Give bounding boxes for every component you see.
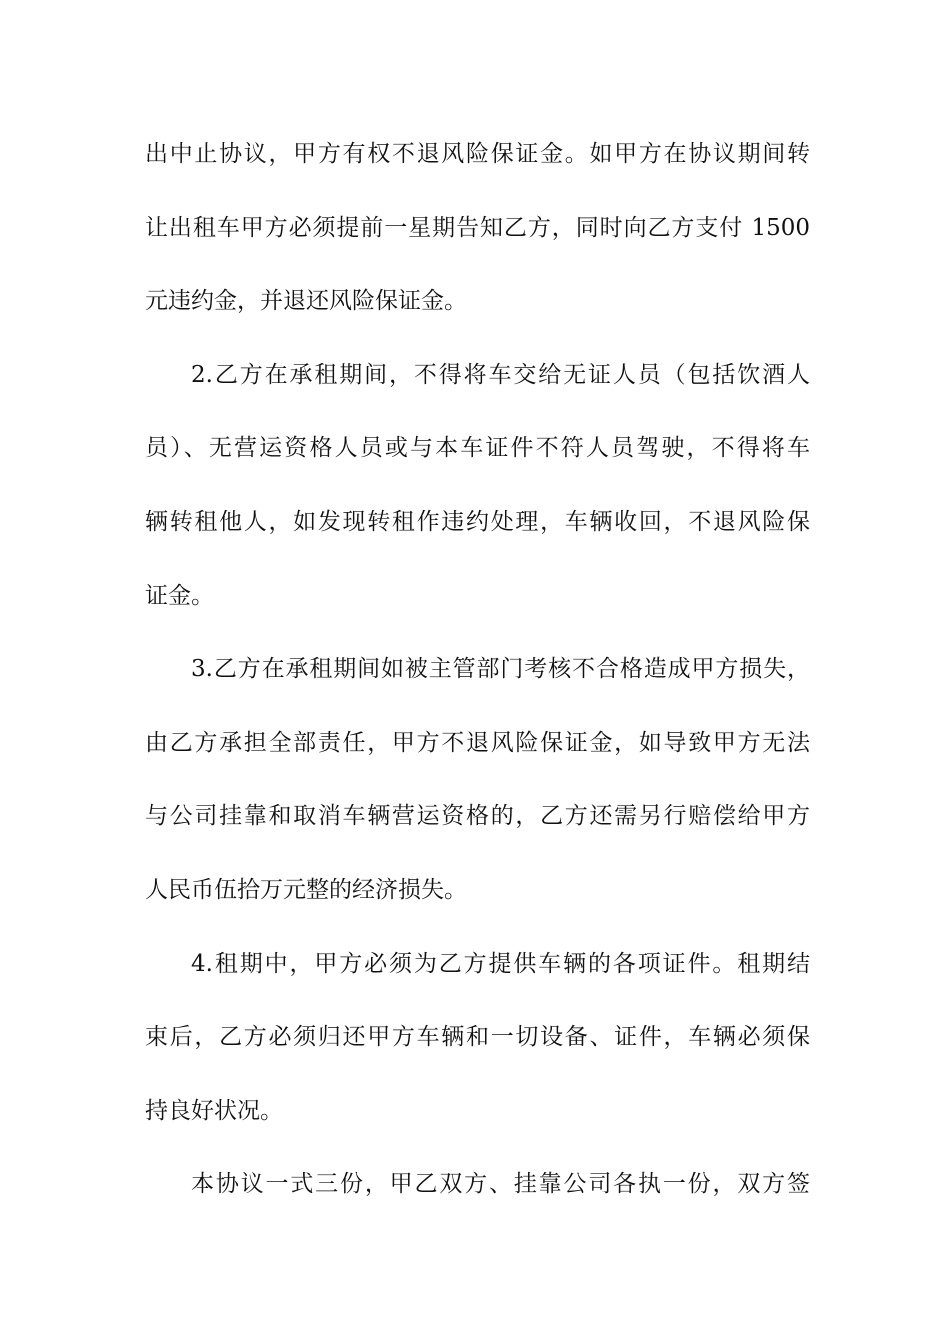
document-body (145, 129, 810, 1233)
text-line: 让出租车甲方必须提前一星期告知乙方，同时向乙方支付 1500 (145, 214, 810, 241)
text-line: 与公司挂靠和取消车辆营运资格的，乙方还需另行赔偿给甲方 (145, 803, 810, 830)
text-line: 4.租期中，甲方必须为乙方提供车辆的各项证件。租期结 (191, 950, 810, 977)
text-line: 出中止协议，甲方有权不退风险保证金。如甲方在协议期间转 (145, 141, 810, 167)
text-line: 人民币伍拾万元整的经济损失。 (145, 876, 467, 903)
text-line: 3.乙方在承租期间如被主管部门考核不合格造成甲方损失， (191, 656, 810, 683)
text-line: 辆转租他人，如发现转租作违约处理，车辆收回，不退风险保 (145, 508, 810, 535)
text-line: 本协议一式三份，甲乙双方、挂靠公司各执一份，双方签 (191, 1171, 810, 1198)
text-line: 证金。 (145, 582, 214, 609)
text-line: 由乙方承担全部责任，甲方不退风险保证金，如导致甲方无法 (145, 729, 810, 756)
text-line: 持良好状况。 (145, 1097, 283, 1124)
text-line: 2.乙方在承租期间，不得将车交给无证人员（包括饮酒人 (191, 361, 810, 388)
text-line: 束后，乙方必须归还甲方车辆和一切设备、证件，车辆必须保 (145, 1024, 810, 1051)
text-line: 元违约金，并退还风险保证金。 (145, 288, 467, 315)
text-line: 员）、无营运资格人员或与本车证件不符人员驾驶，不得将车 (145, 435, 810, 462)
